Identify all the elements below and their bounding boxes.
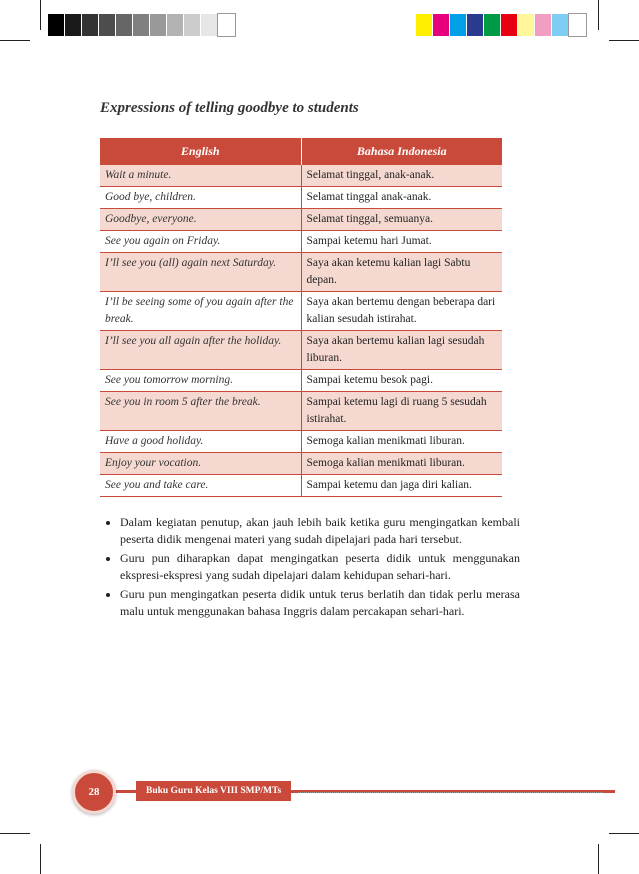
color-swatch — [518, 14, 535, 36]
list-item: • Dalam kegiatan penutup, akan jauh lebih baik ketika guru mengingatkan kembali peserta didik mengenai materi yang sudah dipelajari pada hari tersebut. — [120, 514, 520, 548]
english-cell: I’ll see you (all) again next Saturday. — [100, 253, 301, 292]
table-row — [100, 253, 502, 292]
list-item: • Guru pun mengingatkan peserta didik untuk terus berlatih dan tidak perlu merasa malu untuk menggunakan bahasa Inggris dalam percakapan sehari-hari. — [120, 586, 520, 620]
gray-swatch — [150, 14, 167, 36]
table-row — [100, 475, 502, 497]
gray-swatch — [99, 14, 116, 36]
indonesian-cell: Selamat tinggal, semuanya. — [301, 209, 502, 231]
indonesian-cell: Saya akan ketemu kalian lagi Sabtu depan. — [301, 253, 502, 292]
gray-swatch — [65, 14, 82, 36]
indonesian-cell: Saya akan bertemu kalian lagi sesudah liburan. — [301, 331, 502, 370]
crop-mark — [598, 0, 599, 30]
table-header-row — [100, 138, 502, 165]
indonesian-cell: Sampai ketemu besok pagi. — [301, 370, 502, 392]
column-header-english: English — [100, 138, 301, 165]
table-row — [100, 431, 502, 453]
color-swatch — [569, 14, 586, 36]
color-swatch — [552, 14, 569, 36]
table-row — [100, 292, 502, 331]
english-cell: I’ll be seeing some of you again after the break. — [100, 292, 301, 331]
grayscale-calibration-bar — [48, 14, 235, 36]
crop-mark — [0, 40, 30, 41]
list-item: • Guru pun diharapkan dapat mengingatkan peserta didik untuk menggunakan ekspresi-ekspresi yang sudah dipelajari dalam kehidupan sehari-hari. — [120, 550, 520, 584]
notes-list — [104, 514, 520, 622]
table-row — [100, 453, 502, 475]
english-cell: I’ll see you all again after the holiday. — [100, 331, 301, 370]
english-cell: Good bye, children. — [100, 187, 301, 209]
gray-swatch — [48, 14, 65, 36]
table-row — [100, 231, 502, 253]
crop-mark — [40, 0, 41, 30]
gray-swatch — [133, 14, 150, 36]
footer-dotted-line — [298, 792, 603, 793]
gray-swatch — [218, 14, 235, 36]
color-calibration-bar — [416, 14, 586, 36]
color-swatch — [450, 14, 467, 36]
expressions-table — [100, 138, 502, 497]
color-swatch — [433, 14, 450, 36]
gray-swatch — [184, 14, 201, 36]
gray-swatch — [116, 14, 133, 36]
english-cell: See you and take care. — [100, 475, 301, 497]
indonesian-cell: Saya akan bertemu dengan beberapa dari kalian sesudah istirahat. — [301, 292, 502, 331]
english-cell: See you tomorrow morning. — [100, 370, 301, 392]
english-cell: Wait a minute. — [100, 165, 301, 187]
crop-mark — [598, 844, 599, 874]
color-swatch — [535, 14, 552, 36]
indonesian-cell: Sampai ketemu hari Jumat. — [301, 231, 502, 253]
crop-mark — [0, 833, 30, 834]
table-row — [100, 209, 502, 231]
table-row — [100, 392, 502, 431]
indonesian-cell: Selamat tinggal anak-anak. — [301, 187, 502, 209]
crop-mark — [609, 833, 639, 834]
indonesian-cell: Sampai ketemu dan jaga diri kalian. — [301, 475, 502, 497]
gray-swatch — [201, 14, 218, 36]
crop-mark — [40, 844, 41, 874]
english-cell: See you again on Friday. — [100, 231, 301, 253]
book-title-tab: Buku Guru Kelas VIII SMP/MTs — [136, 781, 291, 801]
gray-swatch — [167, 14, 184, 36]
table-row — [100, 187, 502, 209]
color-swatch — [501, 14, 518, 36]
english-cell: Enjoy your vocation. — [100, 453, 301, 475]
section-heading: Expressions of telling goodbye to students — [100, 100, 359, 116]
page-number: 28 — [72, 770, 116, 814]
english-cell: See you in room 5 after the break. — [100, 392, 301, 431]
color-swatch — [467, 14, 484, 36]
english-cell: Have a good holiday. — [100, 431, 301, 453]
gray-swatch — [82, 14, 99, 36]
color-swatch — [484, 14, 501, 36]
indonesian-cell: Selamat tinggal, anak-anak. — [301, 165, 502, 187]
table-row — [100, 370, 502, 392]
table-row — [100, 165, 502, 187]
indonesian-cell: Sampai ketemu lagi di ruang 5 sesudah istirahat. — [301, 392, 502, 431]
indonesian-cell: Semoga kalian menikmati liburan. — [301, 431, 502, 453]
column-header-indonesian: Bahasa Indonesia — [301, 138, 502, 165]
color-swatch — [416, 14, 433, 36]
table-row — [100, 331, 502, 370]
english-cell: Goodbye, everyone. — [100, 209, 301, 231]
crop-mark — [609, 40, 639, 41]
indonesian-cell: Semoga kalian menikmati liburan. — [301, 453, 502, 475]
